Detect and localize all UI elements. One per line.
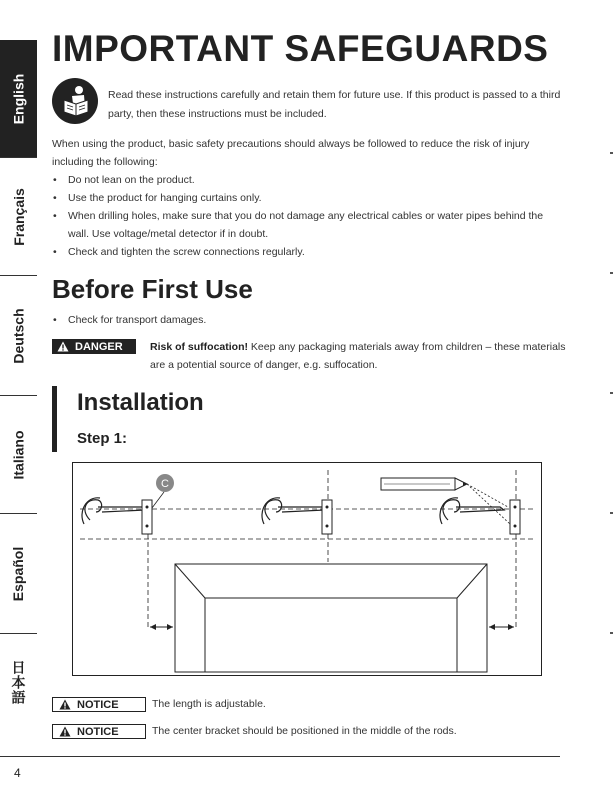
svg-text:C: C xyxy=(161,478,169,490)
tab-italiano[interactable] xyxy=(0,396,37,514)
bracket-left xyxy=(82,498,152,534)
notice-text: The center bracket should be positioned in the middle of the rods. xyxy=(152,725,457,737)
notice-label: NOTICE xyxy=(77,698,119,711)
tab-english[interactable] xyxy=(0,40,37,158)
tab-francais[interactable] xyxy=(0,158,37,276)
warning-icon xyxy=(59,726,71,737)
notice-label: NOTICE xyxy=(77,725,119,738)
notice-badge xyxy=(52,724,146,739)
tab-label: 日本語 xyxy=(10,659,27,705)
before-first-use-heading: Before First Use xyxy=(52,274,253,304)
danger-badge xyxy=(52,339,136,354)
tab-label: Deutsch xyxy=(10,307,27,364)
precautions-intro: When using the product, basic safety precautions should always be followed to reduce the risk of injury including the following: xyxy=(52,138,530,168)
installation-heading: Installation xyxy=(77,389,204,416)
page-title: IMPORTANT SAFEGUARDS xyxy=(52,28,549,69)
language-tabs xyxy=(0,40,37,730)
tab-label: Français xyxy=(10,187,27,246)
list-item: • Check for transport damages. xyxy=(52,311,206,329)
distance-arrow-left xyxy=(150,624,173,630)
danger-strong: Risk of suffocation! xyxy=(150,341,249,353)
list-item: • Check and tighten the screw connections regularly. xyxy=(52,243,564,261)
page-number: 4 xyxy=(14,766,21,780)
before-first-use-list xyxy=(52,311,206,329)
danger-text xyxy=(150,338,570,374)
notice-text: The length is adjustable. xyxy=(152,698,266,710)
precautions-list xyxy=(52,171,564,261)
safety-precautions xyxy=(52,135,564,261)
bracket-center xyxy=(262,498,332,534)
part-label-c xyxy=(152,474,174,508)
bracket-right xyxy=(440,498,520,534)
danger-description: Keep any packaging materials away from children – these materials are a potential source of danger, e.g. suffocation. xyxy=(150,341,566,371)
tab-japanese[interactable] xyxy=(0,634,37,730)
list-item: • Use the product for hanging curtains only. xyxy=(52,189,564,207)
notice-badge xyxy=(52,697,146,712)
tab-label: English xyxy=(10,73,27,124)
section-bar xyxy=(52,386,57,452)
tab-label: Italiano xyxy=(10,429,27,480)
footer-divider xyxy=(0,756,560,757)
list-item: • Do not lean on the product. xyxy=(52,171,564,189)
danger-label: DANGER xyxy=(75,340,123,353)
warning-icon xyxy=(59,699,71,710)
installation-diagram xyxy=(72,462,542,676)
window-frame xyxy=(175,564,487,672)
tab-espanol[interactable] xyxy=(0,514,37,634)
list-item: • When drilling holes, make sure that you do not damage any electrical cables or water pipes behind the wall. Use voltage/metal detector if in doubt. xyxy=(52,207,564,243)
tab-label: Español xyxy=(10,546,27,601)
tab-deutsch[interactable] xyxy=(0,276,37,396)
warning-icon xyxy=(57,341,69,352)
read-manual-icon xyxy=(52,78,98,124)
intro-text: Read these instructions carefully and retain them for future use. If this product is passed to a third party, then these instructions must be included. xyxy=(108,89,561,120)
step-heading: Step 1: xyxy=(77,430,128,447)
distance-arrow-right xyxy=(489,624,514,630)
